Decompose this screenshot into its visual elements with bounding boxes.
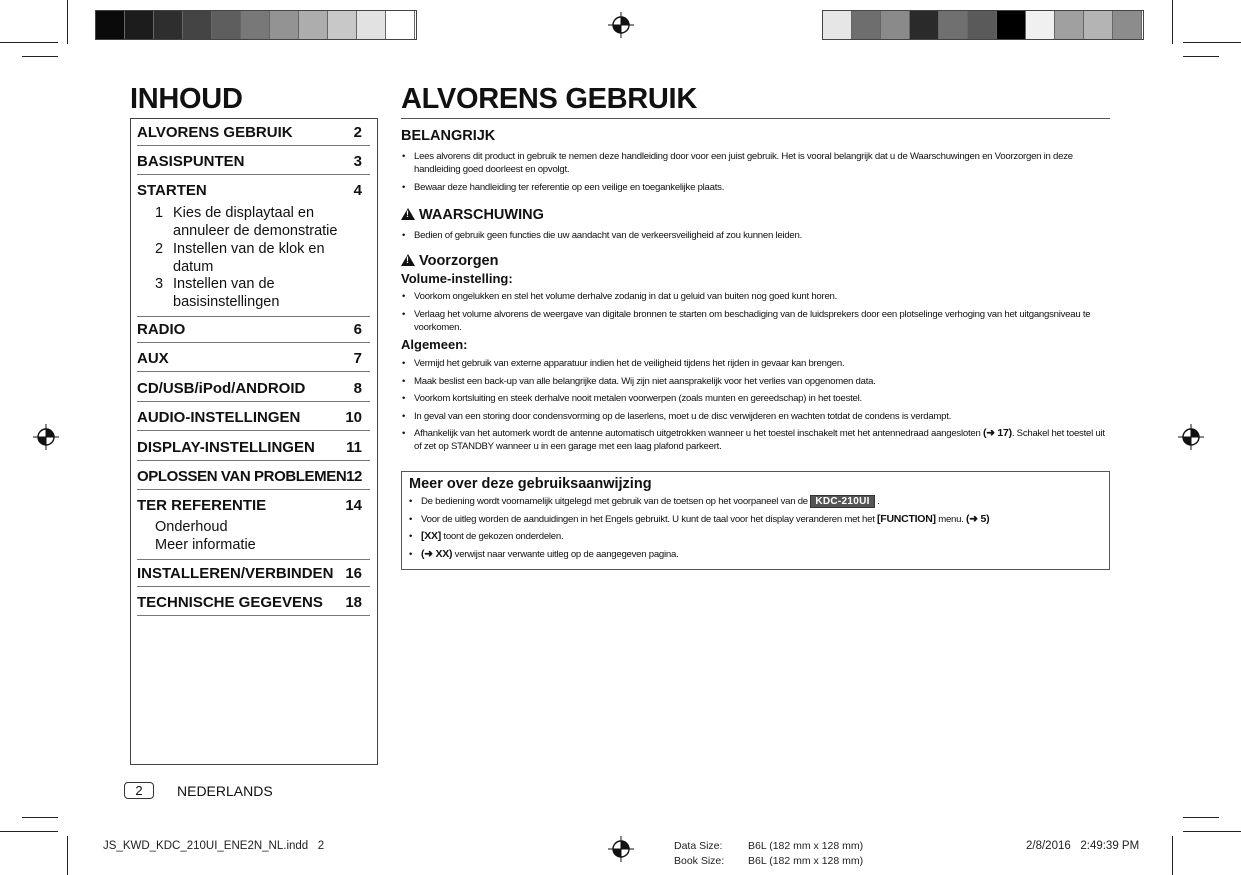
color-swatch <box>881 11 910 39</box>
toc-entry[interactable]: BASISPUNTEN 3 <box>137 153 370 175</box>
list-item: • Voorkom ongelukken en stel het volume derhalve zodanig in dat u geluid van buiten nog goed kunt horen. <box>401 290 1107 303</box>
color-swatch <box>241 11 270 39</box>
slug-book-size-label: Book Size: <box>674 855 725 867</box>
page-title: ALVORENS GEBRUIK <box>401 83 697 115</box>
page-number: 2 <box>124 782 154 799</box>
slug-filename: JS_KWD_KDC_210UI_ENE2N_NL.indd 2 <box>103 840 325 852</box>
crop-mark <box>1172 0 1173 44</box>
list-item: • In geval van een storing door condensvorming op de laserlens, moet u de disc verwijderen en wachten totdat de condens is verdampt. <box>401 410 1107 423</box>
info-box-heading: Meer over deze gebruiksaanwijzing <box>409 476 652 492</box>
toc-entry[interactable]: STARTEN 4 <box>137 182 370 317</box>
toc-subentry[interactable]: Onderhoud <box>155 519 228 535</box>
color-swatch <box>1055 11 1084 39</box>
toc-entry[interactable]: ALVORENS GEBRUIK 2 <box>137 124 370 146</box>
crop-mark <box>1172 836 1173 875</box>
color-swatch <box>212 11 241 39</box>
registration-mark-icon <box>1178 424 1204 450</box>
subheading-volume: Volume-instelling: <box>401 271 513 286</box>
toc-entry[interactable]: TER REFERENTIE 14 <box>137 497 370 560</box>
crop-mark <box>67 836 68 875</box>
toc-entry[interactable]: OPLOSSEN VAN PROBLEMEN 12 <box>137 468 370 490</box>
list-item: • [XX] toont de gekozen onderdelen. <box>408 530 1098 543</box>
color-swatch <box>1084 11 1113 39</box>
toc-subentry[interactable]: Meer informatie <box>155 537 256 553</box>
belangrijk-list <box>401 150 1107 198</box>
crop-mark <box>0 831 58 832</box>
list-item: • De bediening wordt voornamelijk uitgelegd met gebruik van de toetsen op het voorpaneel van de KDC-210UI . <box>408 495 1098 508</box>
info-box <box>401 471 1110 570</box>
crop-mark <box>1183 831 1241 832</box>
key-label: [XX] <box>421 530 441 542</box>
list-item: • Voorkom kortsluiting en steek derhalve nooit metalen voorwerpen (zoals munten en gereedschap) in het toestel. <box>401 392 1107 405</box>
slug-date: 2/8/2016 2:49:39 PM <box>1026 840 1140 852</box>
volume-list <box>401 290 1107 338</box>
color-swatch <box>1026 11 1055 39</box>
crop-mark <box>1183 817 1219 818</box>
list-item: • Bedien of gebruik geen functies die uw aandacht van de verkeersveiligheid af zou kunnen leiden. <box>401 229 1107 242</box>
list-item: • Maak beslist een back-up van alle belangrijke data. Wij zijn niet aansprakelijk voor het verlies van opgenomen data. <box>401 375 1107 388</box>
color-swatch <box>154 11 183 39</box>
title-rule <box>401 118 1110 119</box>
color-bar-right <box>822 10 1144 40</box>
crop-mark <box>1183 42 1241 43</box>
toc-entry[interactable]: INSTALLEREN/VERBINDEN 16 <box>137 565 370 587</box>
slug-data-size-label: Data Size: <box>674 840 723 852</box>
color-swatch <box>270 11 299 39</box>
info-box-list <box>408 495 1098 565</box>
section-heading-belangrijk: BELANGRIJK <box>401 128 496 144</box>
color-swatch <box>183 11 212 39</box>
algemeen-list <box>401 357 1107 458</box>
subheading-algemeen: Algemeen: <box>401 337 468 352</box>
key-label: [FUNCTION] <box>877 512 936 525</box>
toc-entry[interactable]: TECHNISCHE GEGEVENS 18 <box>137 594 370 616</box>
list-item: • Bewaar deze handleiding ter referentie op een veilige en toegankelijke plaats. <box>401 181 1107 194</box>
toc-entry[interactable]: DISPLAY-INSTELLINGEN 11 <box>137 439 370 461</box>
toc-entry[interactable]: AUX 7 <box>137 350 370 372</box>
color-swatch <box>852 11 881 39</box>
section-heading-voorzorgen: !Voorzorgen <box>401 253 498 269</box>
page-reference-link[interactable]: (➜ 5) <box>966 512 990 525</box>
crop-mark <box>22 56 58 57</box>
toc-title: INHOUD <box>130 83 243 115</box>
crop-mark <box>67 0 68 44</box>
toc-entry[interactable]: CD/USB/iPod/ANDROID 8 <box>137 380 370 402</box>
table-of-contents <box>130 118 378 765</box>
color-swatch <box>939 11 968 39</box>
list-item: • Vermijd het gebruik van externe apparatuur indien het de veiligheid tijdens het rijden in gevaar kan brengen. <box>401 357 1107 370</box>
color-swatch <box>299 11 328 39</box>
key-label: (➜ XX) <box>421 547 453 560</box>
color-swatch <box>997 11 1026 39</box>
toc-subentry[interactable]: 3 Instellen van de basisinstellingen <box>155 276 280 310</box>
list-item: • Lees alvorens dit product in gebruik te nemen deze handleiding door voor een juist gebruik. Het is vooral belangrijk dat u de Waarschuwingen en Voorzorgen in deze handleiding goed doorleest en opvolgt. <box>401 150 1107 176</box>
color-swatch <box>910 11 939 39</box>
list-item: • (➜ XX) verwijst naar verwante uitleg op de aangegeven pagina. <box>408 548 1098 561</box>
color-swatch <box>386 11 415 39</box>
page-reference-link[interactable]: (➜ 17) <box>982 427 1012 439</box>
list-item: • Verlaag het volume alvorens de weergave van digitale bronnen te starten om beschadiging van de luidsprekers door een plotselinge verhoging van het uitgangsniveau te voorkomen. <box>401 308 1107 334</box>
registration-mark-icon <box>608 836 634 862</box>
waarschuwing-list <box>401 229 1107 247</box>
section-heading-waarschuwing: !WAARSCHUWING <box>401 207 544 223</box>
color-swatch <box>125 11 154 39</box>
crop-mark <box>22 817 58 818</box>
model-badge: KDC-210UI <box>810 495 874 508</box>
color-bar-left <box>95 10 417 40</box>
language-label: NEDERLANDS <box>177 783 273 799</box>
toc-entry[interactable]: AUDIO-INSTELLINGEN 10 <box>137 409 370 431</box>
crop-mark <box>0 42 58 43</box>
list-item: • Afhankelijk van het automerk wordt de antenne automatisch uitgetrokken wanneer u het toestel inschakelt met het antennedraad aangesloten (➜ 17). Schakel het toestel uit of zet op STANDBY wanneer u in een garage met een laag plafond parkeert. <box>401 427 1107 453</box>
crop-mark <box>1183 56 1219 57</box>
warning-icon <box>401 254 415 266</box>
slug-book-size: B6L (182 mm x 128 mm) <box>748 855 864 867</box>
list-item: • Voor de uitleg worden de aanduidingen in het Engels gebruikt. U kunt de taal voor het display veranderen met het [FUNCTION] menu. (➜ 5) <box>408 513 1098 526</box>
color-swatch <box>357 11 386 39</box>
color-swatch <box>968 11 997 39</box>
registration-mark-icon <box>33 424 59 450</box>
color-swatch <box>1113 11 1142 39</box>
toc-subentry[interactable]: 2 Instellen van de klok en datum <box>155 241 325 275</box>
color-swatch <box>823 11 852 39</box>
toc-subentry[interactable]: 1 Kies de displaytaal en annuleer de demonstratie <box>155 205 338 239</box>
registration-mark-icon <box>608 12 634 38</box>
toc-entry[interactable]: RADIO 6 <box>137 321 370 343</box>
color-swatch <box>328 11 357 39</box>
warning-icon <box>401 208 415 220</box>
slug-data-size: B6L (182 mm x 128 mm) <box>748 840 864 852</box>
color-swatch <box>96 11 125 39</box>
